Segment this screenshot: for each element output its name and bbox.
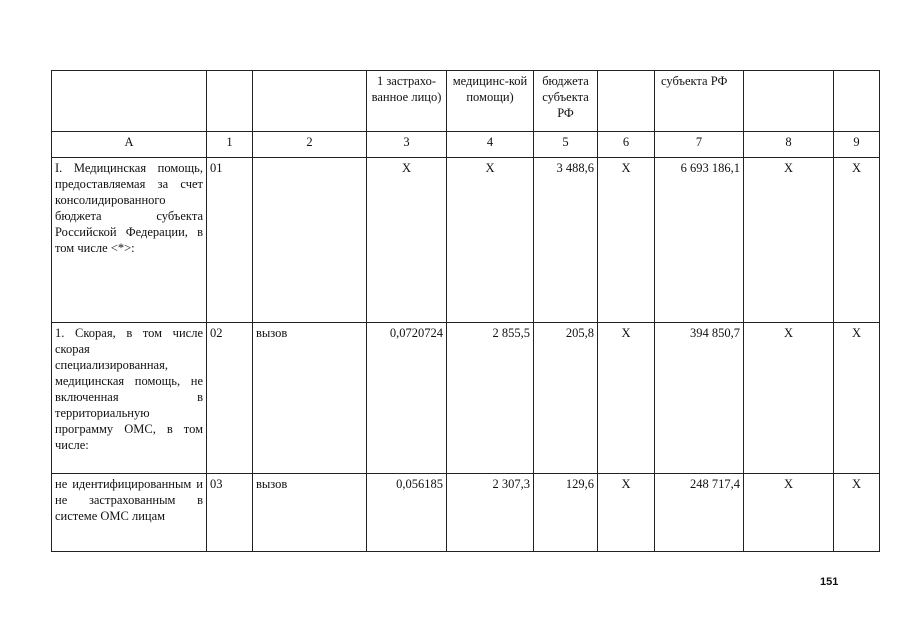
row-cell-9: Х — [834, 474, 880, 552]
row-cell-5: 129,6 — [534, 474, 598, 552]
index-cell-7: 7 — [655, 132, 744, 158]
header-cell-2 — [253, 71, 367, 132]
header-cell-6 — [598, 71, 655, 132]
table-row — [52, 323, 880, 474]
page-number: 151 — [820, 576, 839, 588]
index-cell-6: 6 — [598, 132, 655, 158]
row-unit: вызов — [253, 474, 367, 552]
row-unit: вызов — [253, 323, 367, 474]
header-cell-a — [52, 71, 207, 132]
row-name: I. Медицинская помощь, предоставляемая за счет консолидированного бюджета субъекта Российской Федерации, в том числе <*>: — [52, 158, 207, 323]
index-cell-a: А — [52, 132, 207, 158]
row-cell-8: Х — [744, 158, 834, 323]
row-code: 01 — [207, 158, 253, 323]
row-cell-4: Х — [447, 158, 534, 323]
index-cell-8: 8 — [744, 132, 834, 158]
header-cell-5: бюджета субъекта РФ — [534, 71, 598, 132]
index-cell-2: 2 — [253, 132, 367, 158]
row-cell-7: 6 693 186,1 — [655, 158, 744, 323]
row-code: 03 — [207, 474, 253, 552]
row-cell-8: Х — [744, 323, 834, 474]
row-cell-4: 2 307,3 — [447, 474, 534, 552]
table-row — [52, 158, 880, 323]
index-cell-9: 9 — [834, 132, 880, 158]
row-cell-6: Х — [598, 474, 655, 552]
index-cell-1: 1 — [207, 132, 253, 158]
row-code: 02 — [207, 323, 253, 474]
index-cell-3: 3 — [367, 132, 447, 158]
row-name: не идентифицированным и не застрахованным в системе ОМС лицам — [52, 474, 207, 552]
row-cell-3: 0,0720724 — [367, 323, 447, 474]
header-cell-7: субъекта РФ — [655, 71, 744, 132]
row-name: 1. Скорая, в том числе скорая специализированная, медицинская помощь, не включенная в территориальную программу ОМС, в том числе: — [52, 323, 207, 474]
table-row — [52, 474, 880, 552]
row-cell-3: 0,056185 — [367, 474, 447, 552]
index-cell-5: 5 — [534, 132, 598, 158]
row-cell-4: 2 855,5 — [447, 323, 534, 474]
row-cell-8: Х — [744, 474, 834, 552]
header-cell-9 — [834, 71, 880, 132]
row-cell-3: Х — [367, 158, 447, 323]
row-cell-6: Х — [598, 158, 655, 323]
row-cell-7: 394 850,7 — [655, 323, 744, 474]
data-table — [51, 70, 880, 552]
row-cell-7: 248 717,4 — [655, 474, 744, 552]
row-cell-6: Х — [598, 323, 655, 474]
row-cell-9: Х — [834, 158, 880, 323]
row-cell-5: 205,8 — [534, 323, 598, 474]
header-cell-1 — [207, 71, 253, 132]
header-cell-3: 1 застрахо-ванное лицо) — [367, 71, 447, 132]
column-index-row — [52, 132, 880, 158]
row-unit — [253, 158, 367, 323]
header-cell-8 — [744, 71, 834, 132]
header-row — [52, 71, 880, 132]
row-cell-9: Х — [834, 323, 880, 474]
row-cell-5: 3 488,6 — [534, 158, 598, 323]
index-cell-4: 4 — [447, 132, 534, 158]
header-cell-4: медицинс-кой помощи) — [447, 71, 534, 132]
